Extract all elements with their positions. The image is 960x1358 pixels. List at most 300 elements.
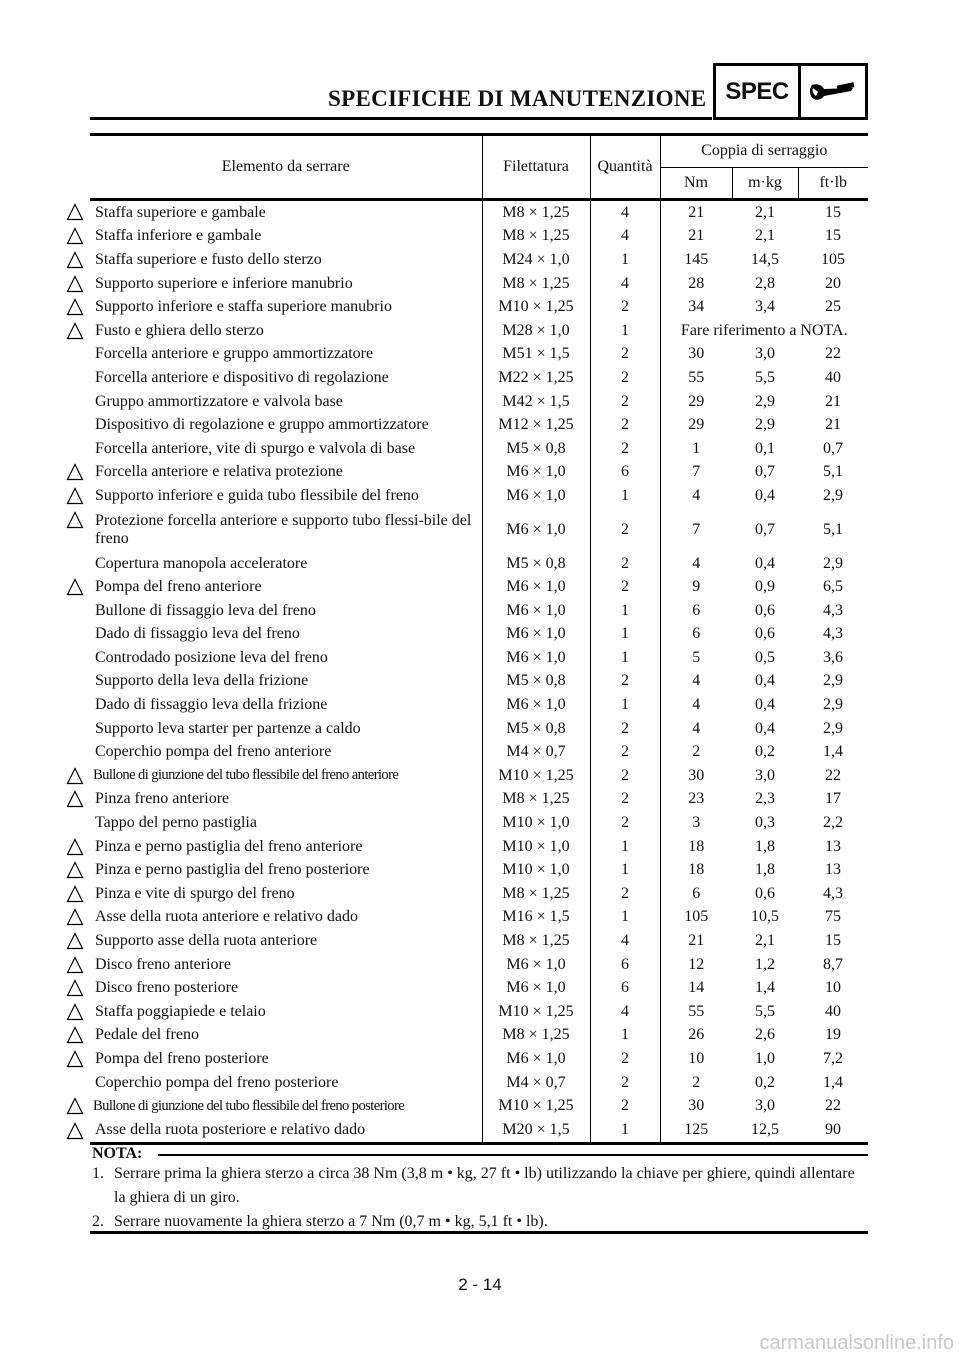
cell-mkg: 10,5 [751,908,779,926]
cell-mkg: 0,4 [755,486,775,504]
cell-thread: M6 × 1,0 [482,575,590,599]
note-number: 2. [92,1213,104,1230]
cell-qty: 2 [590,575,660,599]
table-row [90,1118,868,1143]
cell-qty: 4 [590,1000,660,1024]
wrench-icon [801,66,865,117]
cell-nm: 6 [692,625,701,643]
warning-triangle-icon [66,203,84,221]
cell-qty: 1 [590,1118,660,1143]
cell-mkg: 0,2 [755,743,775,761]
table-row [90,508,868,552]
header-ftlb: ft·lb [798,167,868,200]
cell-nm: 105 [684,908,709,926]
cell-mkg: 5,5 [755,368,775,386]
cell-nm: 4 [692,672,701,690]
cell-nm: 30 [688,1097,705,1115]
cell-nm: 6 [692,601,701,619]
cell-qty: 1 [590,599,660,623]
warning-triangle-icon [66,861,84,879]
table-row [90,366,868,390]
cell-ftlb: 21 [825,416,841,434]
cell-mkg: 1,2 [755,955,775,973]
cell-item: Staffa superiore e fusto dello sterzo [90,248,482,272]
table-row [90,343,868,367]
cell-thread: M10 × 1,0 [482,835,590,859]
cell-nm: 18 [688,837,705,855]
cell-mkg: 2,9 [755,392,775,410]
cell-item: Supporto della leva della frizione [90,670,482,694]
cell-mkg: 2,3 [755,790,775,808]
table-row [90,835,868,859]
cell-mkg: 3,0 [755,766,775,784]
cell-item: Supporto inferiore e staffa superiore manubrio [90,295,482,319]
cell-torque-note: Fare riferimento a NOTA. [680,321,848,339]
cell-nm: 4 [692,486,701,504]
cell-ftlb: 8,7 [823,955,843,973]
cell-ftlb: 40 [825,368,841,386]
cell-nm: 30 [688,766,705,784]
notes-list [92,1162,868,1234]
cell-thread: M8 × 1,25 [482,225,590,249]
table-row [90,906,868,930]
header-torque: Coppia di serraggio [660,135,868,168]
cell-item: Dado di fissaggio leva della frizione [90,693,482,717]
cell-mkg: 0,7 [755,463,775,481]
cell-thread: M10 × 1,0 [482,811,590,835]
warning-triangle-icon [66,908,84,926]
cell-thread: M5 × 0,8 [482,552,590,576]
cell-ftlb: 19 [825,1026,841,1044]
cell-thread: M10 × 1,25 [482,764,590,788]
table-row [90,788,868,812]
table-row [90,858,868,882]
cell-nm: 14 [688,979,705,997]
cell-thread: M8 × 1,25 [482,882,590,906]
cell-item: Pinza e perno pastiglia del freno posteriore [90,858,482,882]
cell-qty: 2 [590,882,660,906]
cell-mkg: 0,3 [755,814,775,832]
cell-item: Staffa superiore e gambale [90,200,482,225]
cell-item: Supporto inferiore e guida tubo flessibile del freno [90,484,482,508]
cell-ftlb: 15 [825,227,841,245]
cell-qty: 1 [590,906,660,930]
cell-mkg: 0,7 [755,520,775,538]
cell-item: Pinza freno anteriore [90,788,482,812]
cell-ftlb: 20 [825,274,841,292]
cell-thread: M42 × 1,5 [482,390,590,414]
note-number: 1. [92,1165,104,1182]
cell-thread: M6 × 1,0 [482,508,590,552]
table-row [90,717,868,741]
cell-nm: 26 [688,1026,705,1044]
cell-qty: 1 [590,1024,660,1048]
table-row [90,319,868,343]
cell-nm: 2 [692,1073,701,1091]
cell-thread: M5 × 0,8 [482,670,590,694]
note-text: Serrare prima la ghiera sterzo a circa 38 Nm (3,8 m • kg, 27 ft • lb) utilizzando la chiave per ghiere, quindi allentare la ghiera di un giro. [114,1165,855,1206]
table-row [90,272,868,296]
cell-ftlb: 1,4 [823,743,843,761]
cell-ftlb: 40 [825,1002,841,1020]
watermark: carmanualsonline.info [759,1332,954,1354]
cell-item: Staffa poggiapiede e telaio [90,1000,482,1024]
cell-mkg: 1,8 [755,861,775,879]
cell-ftlb: 17 [825,790,841,808]
cell-item: Pinza e perno pastiglia del freno anteriore [90,835,482,859]
table-row [90,929,868,953]
table-row [90,623,868,647]
cell-nm: 10 [688,1049,705,1067]
cell-nm: 21 [688,203,705,221]
cell-qty: 1 [590,319,660,343]
cell-qty: 2 [590,437,660,461]
cell-item: Controdado posizione leva del freno [90,646,482,670]
cell-mkg: 0,6 [755,601,775,619]
cell-ftlb: 2,9 [823,696,843,714]
cell-qty: 2 [590,1094,660,1118]
warning-triangle-icon [66,790,84,808]
table-row [90,670,868,694]
warning-triangle-icon [66,1050,84,1068]
cell-ftlb: 13 [825,861,841,879]
cell-nm: 21 [688,932,705,950]
cell-ftlb: 1,4 [823,1073,843,1091]
cell-item: Forcella anteriore e relativa protezione [90,461,482,485]
warning-triangle-icon [66,1026,84,1044]
cell-nm: 55 [688,1002,705,1020]
cell-thread: M6 × 1,0 [482,623,590,647]
table-row [90,1024,868,1048]
cell-mkg: 0,6 [755,884,775,902]
cell-qty: 4 [590,225,660,249]
cell-item: Asse della ruota anteriore e relativo dado [90,906,482,930]
cell-mkg: 1,8 [755,837,775,855]
cell-qty: 2 [590,508,660,552]
cell-thread: M12 × 1,25 [482,413,590,437]
warning-triangle-icon [66,979,84,997]
cell-ftlb: 6,5 [823,578,843,596]
cell-qty: 2 [590,552,660,576]
cell-mkg: 2,1 [755,203,775,221]
warning-triangle-icon [66,885,84,903]
cell-qty: 2 [590,413,660,437]
warning-triangle-icon [66,251,84,269]
torque-table [90,133,868,1145]
table-row [90,413,868,437]
warning-triangle-icon [66,275,84,293]
header-nm: Nm [660,167,732,200]
cell-thread: M6 × 1,0 [482,599,590,623]
warning-triangle-icon [66,227,84,245]
cell-thread: M6 × 1,0 [482,1047,590,1071]
header-item: Elemento da serrare [90,135,482,200]
cell-qty: 2 [590,740,660,764]
cell-thread: M10 × 1,0 [482,858,590,882]
cell-ftlb: 105 [821,250,845,268]
cell-mkg: 0,4 [755,719,775,737]
warning-triangle-icon [66,767,84,785]
cell-thread: M8 × 1,25 [482,200,590,225]
cell-ftlb: 2,2 [823,814,843,832]
table-row [90,740,868,764]
cell-ftlb: 25 [825,298,841,316]
cell-item: Dispositivo di regolazione e gruppo ammortizzatore [90,413,482,437]
header-rule [90,117,712,120]
cell-nm: 23 [688,790,705,808]
cell-mkg: 1,4 [755,979,775,997]
cell-nm: 30 [688,345,705,363]
cell-mkg: 12,5 [732,1118,798,1143]
cell-nm: 145 [684,250,709,268]
cell-item: Bullone di giunzione del tubo flessibile del freno posteriore [90,1094,482,1118]
cell-nm: 7 [692,520,701,538]
cell-nm: 18 [688,861,705,879]
cell-item: Pompa del freno posteriore [90,1047,482,1071]
cell-item: Forcella anteriore e dispositivo di regolazione [90,366,482,390]
cell-qty: 2 [590,1047,660,1071]
cell-qty: 1 [590,835,660,859]
cell-item: Copertura manopola acceleratore [90,552,482,576]
cell-ftlb: 3,6 [823,648,843,666]
table-row [90,811,868,835]
table-row [90,1094,868,1118]
warning-triangle-icon [66,1097,84,1115]
header-mkg: m·kg [732,167,798,200]
cell-thread: M51 × 1,5 [482,343,590,367]
cell-ftlb: 22 [825,1097,841,1115]
cell-thread: M6 × 1,0 [482,693,590,717]
cell-thread: M6 × 1,0 [482,953,590,977]
cell-ftlb: 2,9 [823,486,843,504]
cell-nm: 6 [692,884,701,902]
cell-ftlb: 21 [825,392,841,410]
table-row [90,225,868,249]
cell-qty: 2 [590,788,660,812]
cell-nm: 9 [692,578,701,596]
cell-nm: 29 [688,416,705,434]
cell-ftlb: 4,3 [823,884,843,902]
cell-nm: 4 [692,719,701,737]
cell-nm: 5 [692,648,701,666]
warning-triangle-icon [66,487,84,505]
cell-nm: 21 [688,227,705,245]
cell-nm: 28 [688,274,705,292]
warning-triangle-icon [66,1003,84,1021]
table-row [90,200,868,225]
header-thread: Filettatura [482,135,590,200]
cell-nm: 2 [692,743,701,761]
cell-qty: 4 [590,929,660,953]
cell-qty: 1 [590,484,660,508]
cell-thread: M10 × 1,25 [482,295,590,319]
warning-triangle-icon [66,956,84,974]
cell-mkg: 2,1 [755,932,775,950]
cell-thread: M20 × 1,5 [482,1118,590,1143]
table-row [90,646,868,670]
cell-thread: M6 × 1,0 [482,461,590,485]
cell-ftlb: 90 [798,1118,868,1143]
cell-item: Asse della ruota posteriore e relativo dado [90,1118,482,1143]
cell-mkg: 0,6 [755,625,775,643]
cell-item: Forcella anteriore, vite di spurgo e valvola di base [90,437,482,461]
cell-ftlb: 2,9 [823,554,843,572]
cell-mkg: 2,9 [755,416,775,434]
table-row [90,976,868,1000]
warning-triangle-icon [66,932,84,950]
cell-qty: 2 [590,343,660,367]
cell-item: Dado di fissaggio leva del freno [90,623,482,647]
cell-thread: M8 × 1,25 [482,788,590,812]
cell-ftlb: 4,3 [823,601,843,619]
cell-qty: 1 [590,858,660,882]
cell-nm: 125 [660,1118,732,1143]
table-row [90,882,868,906]
note-label: NOTA: [92,1145,143,1162]
cell-ftlb: 10 [825,979,841,997]
cell-qty: 2 [590,811,660,835]
table-row [90,461,868,485]
cell-ftlb: 2,9 [823,672,843,690]
table-row [90,575,868,599]
cell-mkg: 3,0 [755,1097,775,1115]
warning-triangle-icon [66,511,84,529]
cell-item: Coperchio pompa del freno anteriore [90,740,482,764]
cell-thread: M6 × 1,0 [482,646,590,670]
page-number: 2 - 14 [458,1275,502,1294]
cell-nm: 3 [692,814,701,832]
cell-item: Tappo del perno pastiglia [90,811,482,835]
page-title: SPECIFICHE DI MANUTENZIONE [328,86,707,111]
spec-badge-label: SPEC [716,66,801,117]
cell-thread: M24 × 1,0 [482,248,590,272]
warning-triangle-icon [66,1122,84,1140]
cell-qty: 2 [590,764,660,788]
cell-mkg: 2,8 [755,274,775,292]
cell-nm: 29 [688,392,705,410]
cell-qty: 2 [590,366,660,390]
cell-thread: M4 × 0,7 [482,740,590,764]
spec-badge [713,63,868,120]
cell-ftlb: 22 [825,345,841,363]
cell-qty: 2 [590,1071,660,1095]
cell-mkg: 1,0 [755,1049,775,1067]
cell-nm: 1 [692,439,701,457]
cell-ftlb: 7,2 [823,1049,843,1067]
cell-mkg: 0,4 [755,672,775,690]
cell-mkg: 3,0 [755,345,775,363]
note-item [92,1162,868,1210]
note-rule [158,1154,868,1156]
cell-ftlb: 15 [825,932,841,950]
cell-mkg: 0,5 [755,648,775,666]
cell-mkg: 2,1 [755,227,775,245]
cell-mkg: 5,5 [755,1002,775,1020]
cell-item: Pompa del freno anteriore [90,575,482,599]
cell-qty: 1 [590,646,660,670]
cell-qty: 1 [590,248,660,272]
cell-ftlb: 75 [825,908,841,926]
cell-qty: 2 [590,670,660,694]
cell-thread: M5 × 0,8 [482,437,590,461]
cell-mkg: 0,9 [755,578,775,596]
cell-item: Bullone di fissaggio leva del freno [90,599,482,623]
table-row [90,437,868,461]
cell-ftlb: 2,9 [823,719,843,737]
cell-qty: 6 [590,953,660,977]
cell-nm: 12 [688,955,705,973]
cell-thread: M10 × 1,25 [482,1094,590,1118]
warning-triangle-icon [66,322,84,340]
warning-triangle-icon [66,463,84,481]
cell-thread: M10 × 1,25 [482,1000,590,1024]
cell-qty: 4 [590,272,660,296]
table-row [90,1071,868,1095]
table-row [90,953,868,977]
cell-thread: M5 × 0,8 [482,717,590,741]
cell-thread: M6 × 1,0 [482,484,590,508]
cell-qty: 4 [590,200,660,225]
cell-item: Disco freno posteriore [90,976,482,1000]
cell-ftlb: 4,3 [823,625,843,643]
table-row [90,484,868,508]
cell-ftlb: 22 [825,766,841,784]
warning-triangle-icon [66,838,84,856]
cell-mkg: 0,4 [755,554,775,572]
notes-bottom-rule [90,1231,868,1234]
cell-mkg: 3,4 [755,298,775,316]
note-text: Serrare nuovamente la ghiera sterzo a 7 Nm (0,7 m • kg, 5,1 ft • lb). [114,1213,548,1230]
cell-qty: 6 [590,461,660,485]
warning-triangle-icon [66,578,84,596]
cell-item: Pinza e vite di spurgo del freno [90,882,482,906]
cell-item: Protezione forcella anteriore e supporto tubo flessi-bile del freno [90,508,482,552]
cell-qty: 2 [590,717,660,741]
table-row [90,764,868,788]
cell-ftlb: 0,7 [823,439,843,457]
cell-item: Gruppo ammortizzatore e valvola base [90,390,482,414]
cell-item: Forcella anteriore e gruppo ammortizzatore [90,343,482,367]
cell-item: Staffa inferiore e gambale [90,225,482,249]
table-row [90,1047,868,1071]
cell-item: Supporto asse della ruota anteriore [90,929,482,953]
cell-mkg: 2,6 [755,1026,775,1044]
table-row [90,390,868,414]
cell-nm: 7 [692,463,701,481]
cell-mkg: 14,5 [751,250,779,268]
cell-ftlb: 13 [825,837,841,855]
cell-nm: 4 [692,696,701,714]
cell-thread: M28 × 1,0 [482,319,590,343]
cell-thread: M8 × 1,25 [482,272,590,296]
cell-ftlb: 5,1 [823,520,843,538]
cell-thread: M6 × 1,0 [482,976,590,1000]
cell-qty: 2 [590,390,660,414]
cell-item: Bullone di giunzione del tubo flessibile del freno anteriore [90,764,482,788]
cell-thread: M4 × 0,7 [482,1071,590,1095]
warning-triangle-icon [66,298,84,316]
cell-mkg: 0,2 [755,1073,775,1091]
table-row [90,552,868,576]
cell-item: Coperchio pompa del freno posteriore [90,1071,482,1095]
cell-ftlb: 15 [825,203,841,221]
cell-qty: 2 [590,295,660,319]
cell-thread: M22 × 1,25 [482,366,590,390]
cell-mkg: 0,1 [755,439,775,457]
cell-nm: 55 [688,368,705,386]
cell-qty: 6 [590,976,660,1000]
cell-nm: 34 [688,298,705,316]
